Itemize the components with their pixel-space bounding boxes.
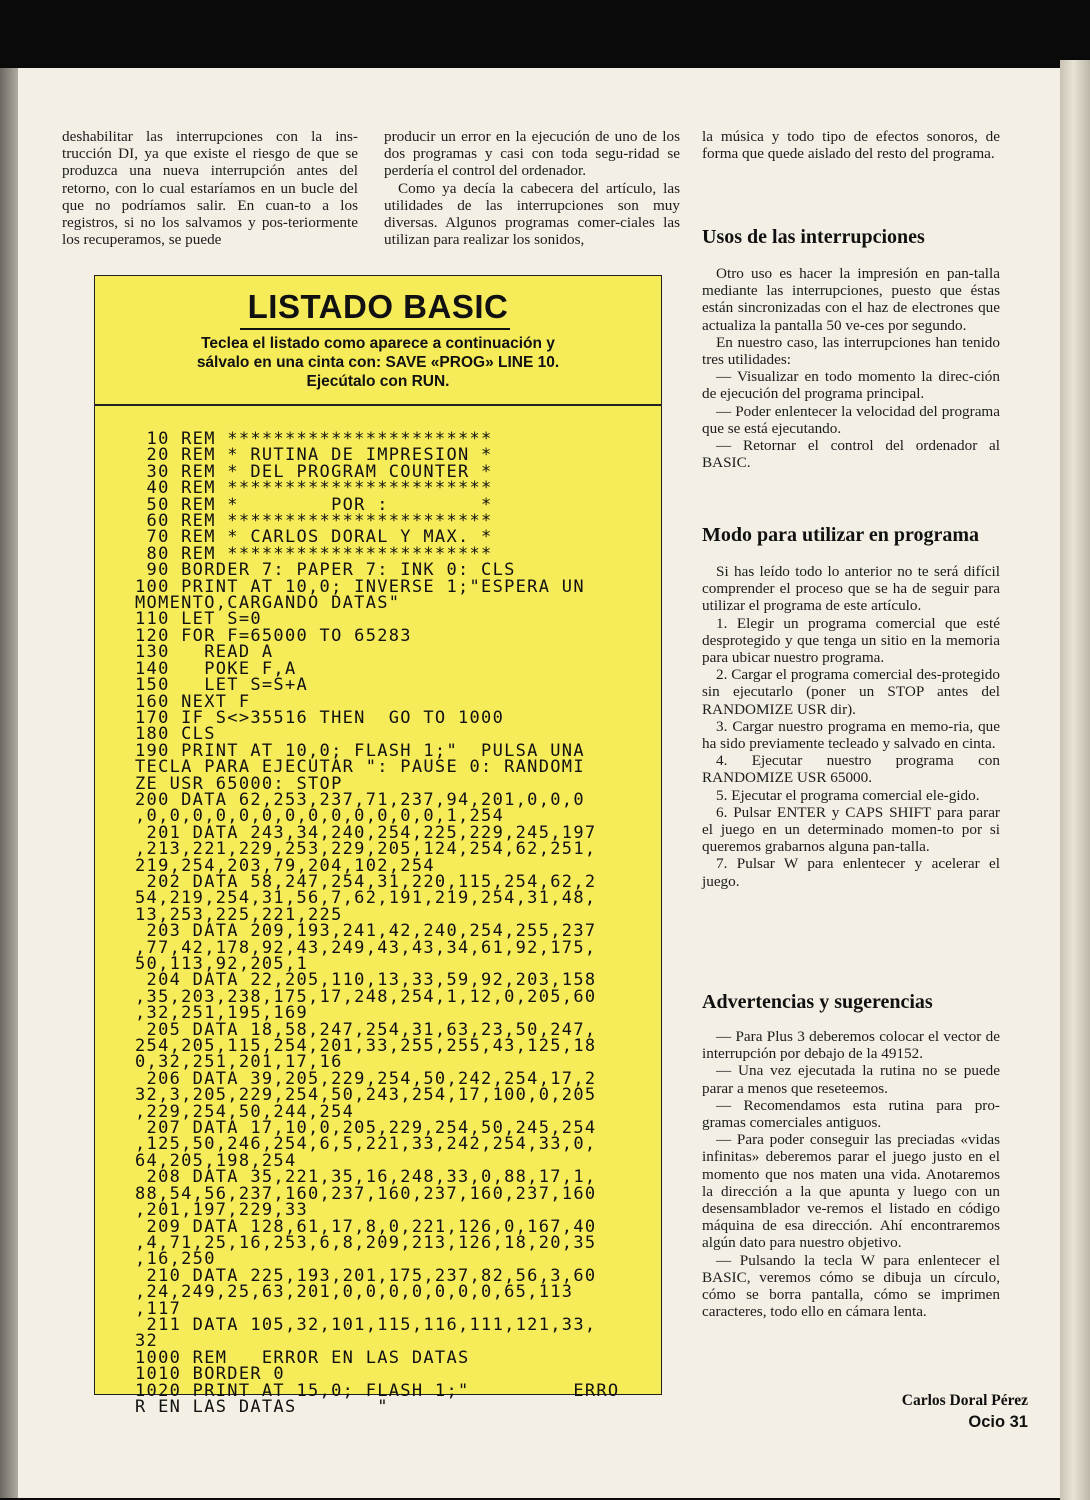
list-item: 2. Cargar el programa comercial des-protegido sin ejecutarlo (poner un STOP antes del RANDOMIZE USR dir). — [702, 666, 1000, 718]
list-item: 1. Elegir un programa comercial que esté desprotegido y que tenga un sitio en la memoria para ubicar nuestro programa. — [702, 614, 1000, 667]
list-item: 6. Pulsar ENTER y CAPS SHIFT para parar el juego en un determinado momen-to por si queremos grabarnos alguna pan-talla. — [702, 803, 1000, 856]
left-column-text — [62, 128, 358, 248]
paragraph: — Pulsando la tecla W para enlentecer el BASIC, veremos cómo se dibuja un círculo, cómo se borra pantalla, cómo se imprimen caracteres, todo ello en cámara lenta. — [702, 1251, 1000, 1321]
list-item: 3. Cargar nuestro programa en memo-ria, que ha sido previamente tecleado y salvado en cinta. — [702, 717, 1000, 753]
page-number: Ocio 31 — [968, 1413, 1028, 1431]
section-usos — [702, 225, 1000, 471]
paragraph: — Para poder conseguir las preciadas «vidas infinitas» deberemos parar el juego justo en el momento que nos maten una vida. Anotaremos la dirección a la que apunta y luego con un desensamblador ve-remos el listado en código máquina de esa dirección. Ahí encontraremos algún dato para nuestro objetivo. — [702, 1131, 1000, 1252]
section-heading: Modo para utilizar en programa — [702, 524, 980, 546]
list-item: 4. Ejecutar nuestro programa con RANDOMIZE USR 65000. — [702, 752, 1000, 787]
paragraph: Si has leído todo lo anterior no te será difícil comprender el proceso que se ha de seguir para utilizar el programa de este artículo. — [702, 563, 1000, 615]
page-edge — [1060, 60, 1090, 1500]
page-spine-shadow — [0, 68, 20, 1498]
title-underline — [240, 328, 510, 330]
paragraph: — Recomendamos esta rutina para pro-gramas comerciales antiguos. — [702, 1096, 1000, 1132]
paragraph: — Para Plus 3 deberemos colocar el vector de interrupción por debajo de la 49152. — [702, 1028, 1000, 1063]
section-heading: Advertencias y sugerencias — [702, 991, 933, 1013]
paragraph: — Retornar el control del ordenador al BASIC. — [702, 437, 1000, 472]
list-item: 5. Ejecutar el programa comercial ele-gido. — [716, 786, 980, 804]
paragraph: deshabilitar las interrupciones con la ins-trucción DI, ya que existe el riesgo de que se produzca una nueva interrupción antes del retorno, con lo cual estaríamos en un bucle del que no podríamos salir. En cuan-to a los registros, si no los salvamos y pos-teriormente los recuperamos, se puede — [62, 128, 358, 249]
paragraph: — Poder enlentecer la velocidad del programa que se está ejecutando. — [702, 402, 1000, 437]
basic-code-listing: 10 REM *********************** 20 REM * RUTINA DE IMPRESION * 30 REM * DEL PROGRAM COUNTER * 40 REM *********************** 50 REM * POR : * 60 REM *********************** 70 REM * CARLOS DORAL Y MAX. * 80 REM *********************** 90 BORDER 7: PAPER 7: INK 0: CLS 100 PRINT AT 10,0; INVERSE 1;"ESPERA UN MOMENTO,CARGANDO DATAS" 110 LET S=0 120 FOR F=65000 TO 65283 130 READ A 140 POKE F,A 150 LET S=S+A 160 NEXT F 170 IF S<>35516 THEN GO TO 1000 180 CLS 190 PRINT AT 10,0; FLASH 1;" PULSA UNA TECLA PARA EJECUTAR ": PAUSE 0: RANDOMI ZE USR 65000: STOP 200 DATA 62,253,237,71,237,94,201,0,0,0 ,0,0,0,0,0,0,0,0,0,0,0,0,0,1,254 201 DATA 243,34,240,254,225,229,245,197 ,213,221,229,253,229,205,124,254,62,251, 219,254,203,79,204,102,254 202 DATA 58,247,254,31,220,115,254,62,2 54,219,254,31,56,7,62,191,219,254,31,48, 13,253,225,221,225 203 DATA 209,193,241,42,240,254,255,237 ,77,42,178,92,43,249,43,43,34,61,92,175, 50,113,92,205,1 204 DATA 22,205,110,13,33,59,92,203,158 ,35,203,238,175,17,248,254,1,12,0,205,60 ,32,251,195,169 205 DATA 18,58,247,254,31,63,23,50,247, 254,205,115,254,201,33,255,255,43,125,18 0,32,251,201,17,16 206 DATA 39,205,229,254,50,242,254,17,2 32,3,205,229,254,50,243,254,17,100,0,205 ,229,254,50,244,254 207 DATA 17,10,0,205,229,254,50,245,254 ,125,50,246,254,6,5,221,33,242,254,33,0, 64,205,198,254 208 DATA 35,221,35,16,248,33,0,88,17,1, 88,54,56,237,160,237,160,237,160,237,160 ,201,197,229,33 209 DATA 128,61,17,8,0,221,126,0,167,40 ,4,71,25,16,253,6,8,209,213,126,18,20,35 ,16,250 210 DATA 225,193,201,175,237,82,56,3,60 ,24,249,25,63,201,0,0,0,0,0,0,0,65,113 ,117 211 DATA 105,32,101,115,116,111,121,33, 32 1000 REM ERROR EN LAS DATAS 1010 BORDER 0 1020 PRINT AT 15,0; FLASH 1;" ERRO R EN LAS DATAS " — [135, 429, 620, 1417]
instruction-line: sálvalo en una cinta con: SAVE «PROG» LINE 10. — [196, 354, 560, 371]
listing-instructions — [125, 334, 631, 391]
section-heading: Usos de las interrupciones — [702, 226, 925, 248]
paragraph: Como ya decía la cabecera del artículo, las utilidades de las interrupciones son muy diversas. Algunos programas comer-ciales las utilizan para realizar los sonidos, — [384, 179, 680, 249]
paragraph: En nuestro caso, las interrupciones han tenido tres utilidades: — [702, 333, 1000, 369]
listing-title: LISTADO BASIC — [247, 288, 509, 325]
paragraph: Otro uso es hacer la impresión en pan-talla mediante las interrupciones, puesto que éstas están sincronizadas con el haz de electrones que actualiza la pantalla 50 ve-ces por segundo. — [702, 265, 1000, 334]
section-modo — [702, 523, 1000, 890]
instruction-line: Teclea el listado como aparece a continuación y — [201, 335, 555, 352]
section-advertencias — [702, 990, 1000, 1320]
divider — [95, 404, 661, 406]
paragraph: — Una vez ejecutada la rutina no se puede parar a menos que reseteemos. — [702, 1062, 1000, 1097]
list-item: 7. Pulsar W para enlentecer y acelerar el juego. — [702, 855, 1000, 890]
basic-listing-box — [94, 275, 662, 1417]
right-column-intro — [702, 128, 1000, 162]
author-signature: Carlos Doral Pérez — [901, 1392, 1028, 1409]
middle-column-text — [384, 128, 680, 248]
paragraph: — Visualizar en todo momento la direc-ción de ejecución del programa principal. — [702, 368, 1000, 403]
instruction-line: Ejecútalo con RUN. — [306, 373, 450, 390]
paragraph: producir un error en la ejecución de uno de los dos programas y casi con toda segu-ridad se perdería el control del ordenador. — [384, 128, 680, 180]
paragraph: la música y todo tipo de efectos sonoros, de forma que quede aislado del resto del programa. — [702, 128, 1000, 163]
